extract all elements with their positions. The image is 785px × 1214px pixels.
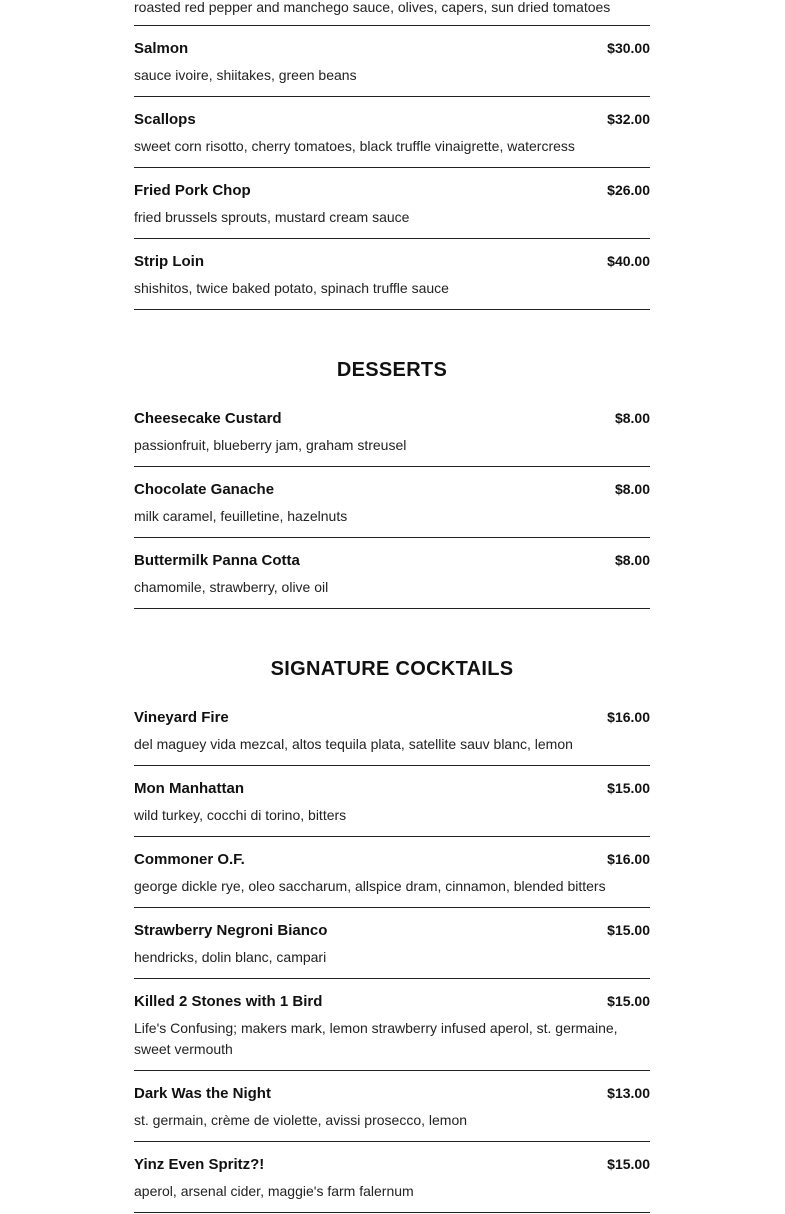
menu-item xyxy=(134,467,650,538)
menu-item-name: Dark Was the Night xyxy=(134,1085,271,1102)
menu-item-desc: roasted red pepper and manchego sauce, olives, capers, sun dried tomatoes xyxy=(134,0,611,15)
menu-item-desc: sauce ivoire, shiitakes, green beans xyxy=(134,67,357,83)
menu-item-name: Mon Manhattan xyxy=(134,780,244,797)
menu-item xyxy=(134,837,650,908)
menu-item-desc: del maguey vida mezcal, altos tequila plata, satellite sauv blanc, lemon xyxy=(134,736,573,752)
menu-item-desc: aperol, arsenal cider, maggie's farm falernum xyxy=(134,1183,414,1199)
menu-item-name: Scallops xyxy=(134,111,196,128)
menu-item-price: $16.00 xyxy=(607,709,650,725)
section-heading-desserts: DESSERTS xyxy=(336,359,448,381)
menu-item-name: Strip Loin xyxy=(134,253,204,270)
menu-item-name: Cheesecake Custard xyxy=(134,410,282,427)
menu-item-desc: chamomile, strawberry, olive oil xyxy=(134,579,329,595)
menu-item-price: $15.00 xyxy=(607,1156,650,1172)
menu-item-price: $8.00 xyxy=(614,552,650,568)
menu-item-name: Chocolate Ganache xyxy=(134,481,275,498)
menu-item-name: Commoner O.F. xyxy=(134,851,245,868)
menu-item-name: Vineyard Fire xyxy=(134,709,229,726)
menu-item-name: Fried Pork Chop xyxy=(134,182,251,199)
menu-item-name: Strawberry Negroni Bianco xyxy=(134,922,328,939)
menu-item-desc: st. germain, crème de violette, avissi prosecco, lemon xyxy=(134,1112,468,1128)
menu-item-desc: shishitos, twice baked potato, spinach truffle sauce xyxy=(134,280,449,296)
menu-item-price: $8.00 xyxy=(614,410,650,426)
menu-item-price: $26.00 xyxy=(607,182,650,198)
menu-item xyxy=(134,979,650,1071)
menu-item-partial xyxy=(134,0,650,26)
menu-item-name: Yinz Even Spritz?! xyxy=(134,1156,265,1173)
menu-item-price: $15.00 xyxy=(607,922,650,938)
menu-item xyxy=(134,538,650,609)
menu-item-price: $15.00 xyxy=(607,993,650,1009)
menu-item-price: $40.00 xyxy=(607,253,650,269)
menu-item xyxy=(134,695,650,766)
menu-item-price: $8.00 xyxy=(614,481,650,497)
menu-item xyxy=(134,26,650,97)
menu-item xyxy=(134,1142,650,1213)
menu-item-desc: passionfruit, blueberry jam, graham streusel xyxy=(134,437,407,453)
menu xyxy=(134,0,650,1213)
menu-item-desc: sweet corn risotto, cherry tomatoes, black truffle vinaigrette, watercress xyxy=(134,138,575,154)
menu-item xyxy=(134,239,650,310)
menu-item-desc: wild turkey, cocchi di torino, bitters xyxy=(134,807,347,823)
menu-item-price: $30.00 xyxy=(607,40,650,56)
menu-item xyxy=(134,766,650,837)
section-heading-cocktails: SIGNATURE COCKTAILS xyxy=(270,658,514,680)
menu-item-name: Killed 2 Stones with 1 Bird xyxy=(134,993,323,1010)
menu-item xyxy=(134,908,650,979)
menu-item-desc: george dickle rye, oleo saccharum, allspice dram, cinnamon, blended bitters xyxy=(134,878,606,894)
menu-item-price: $13.00 xyxy=(607,1085,650,1101)
menu-item-name: Buttermilk Panna Cotta xyxy=(134,552,300,569)
menu-item-price: $32.00 xyxy=(607,111,650,127)
menu-item-desc: fried brussels sprouts, mustard cream sauce xyxy=(134,209,410,225)
menu-item xyxy=(134,1071,650,1142)
menu-item xyxy=(134,97,650,168)
menu-item-desc: Life's Confusing; makers mark, lemon strawberry infused aperol, st. germaine, sweet vermouth xyxy=(134,1020,618,1057)
menu-item xyxy=(134,396,650,467)
menu-item-price: $15.00 xyxy=(607,780,650,796)
menu-item-desc: hendricks, dolin blanc, campari xyxy=(134,949,327,965)
menu-item-name: Salmon xyxy=(134,40,189,57)
menu-item xyxy=(134,168,650,239)
menu-item-price: $16.00 xyxy=(607,851,650,867)
menu-item-desc: milk caramel, feuilletine, hazelnuts xyxy=(134,508,348,524)
